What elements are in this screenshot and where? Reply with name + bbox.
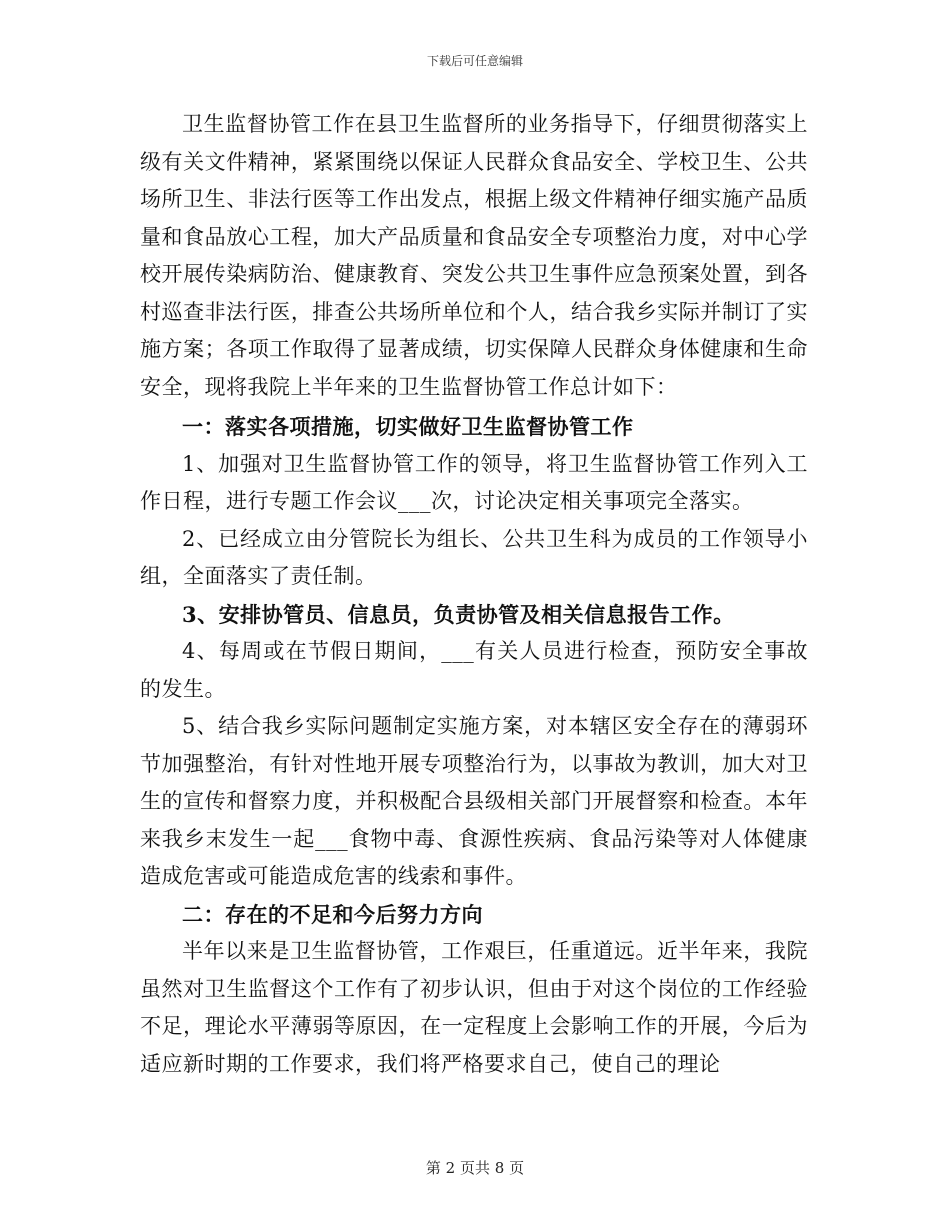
- list-item-1: 1、加强对卫生监督协管工作的领导，将卫生监督协管工作列入工作日程，进行专题工作会议___次，讨论决定相关事项完全落实。: [140, 451, 808, 513]
- section-heading-1: 一：落实各项措施，切实做好卫生监督协管工作: [182, 414, 634, 439]
- list-item-4: 4、每周或在节假日期间，___有关人员进行检查，预防安全事故的发生。: [140, 639, 808, 701]
- intro-paragraph: 卫生监督协管工作在县卫生监督所的业务指导下，仔细贯彻落实上级有关文件精神，紧紧围绕以保证人民群众食品安全、学校卫生、公共场所卫生、非法行医等工作出发点，根据上级文件精神仔细实施产品质量和食品放心工程，加大产品质量和食品安全专项整治力度，对中心学校开展传染病防治、健康教育、突发公共卫生事件应急预案处置，到各村巡查非法行医，排查公共场所单位和个人，结合我乡实际并制订了实施方案；各项工作取得了显著成绩，切实保障人民群众身体健康和生命安全，现将我院上半年来的卫生监督协管工作总计如下：: [140, 112, 808, 399]
- list-item-3: 3、安排协管员、信息员，负责协管及相关信息报告工作。: [182, 601, 735, 627]
- page-header: 下载后可任意编辑: [426, 54, 523, 68]
- page-number-footer: 第 2 页共 8 页: [425, 1159, 525, 1177]
- closing-paragraph: 半年以来是卫生监督协管，工作艰巨，任重道远。近半年来，我院虽然对卫生监督这个工作有了初步认识，但由于对这个岗位的工作经验不足，理论水平薄弱等原因，在一定程度上会影响工作的开展，今后为适应新时期的工作要求，我们将严格要求自己，使自己的理论: [140, 939, 808, 1076]
- list-item-5: 5、结合我乡实际问题制定实施方案，对本辖区安全存在的薄弱环节加强整治，有针对性地开展专项整治行为，以事故为教训，加大对卫生的宣传和督察力度，并积极配合县级相关部门开展督察和检查。本年来我乡末发生一起___食物中毒、食源性疾病、食品污染等对人体健康造成危害或可能造成危害的线索和事件。: [140, 714, 808, 888]
- document-body: [140, 106, 808, 1083]
- section-heading-2: 二：存在的不足和今后努力方向: [182, 901, 483, 927]
- list-item-2: 2、已经成立由分管院长为组长、公共卫生科为成员的工作领导小组，全面落实了责任制。: [140, 526, 808, 588]
